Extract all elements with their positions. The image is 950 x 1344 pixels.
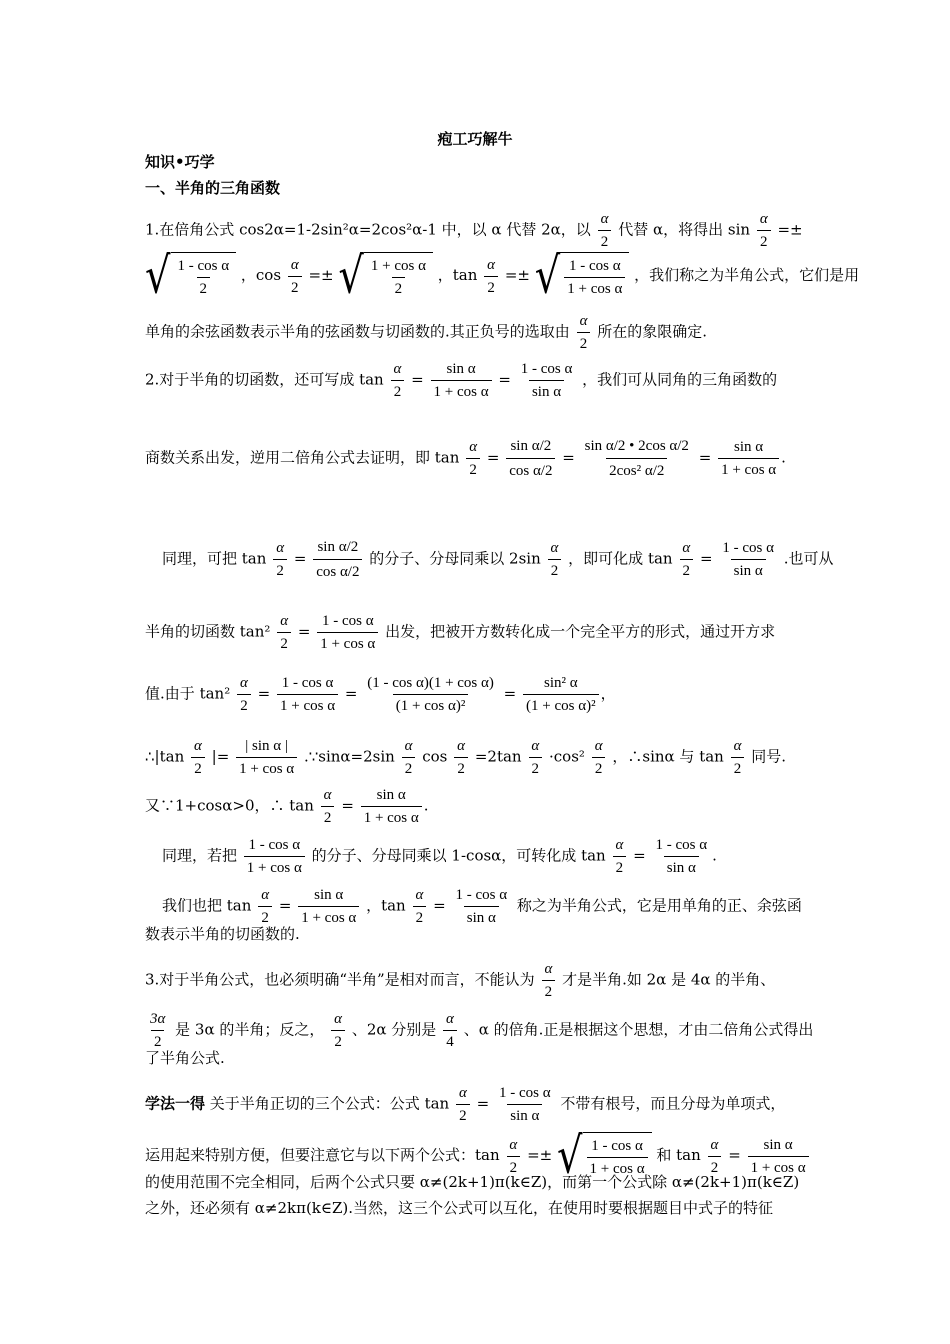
paragraph-4-line-1: 3.对于半角公式，也必须明确“半角”是相对而言，不能认为 $\frac{\alpha}{2}$ 才是半角.如 2α 是 4α 的半角、: [145, 958, 775, 1003]
study-tip-line-4: 之外，还必须有 α≠2kπ(k∈Z).当然，这三个公式可以互化，在使用时要根据题目中式子的特征: [145, 1199, 774, 1217]
paragraph-3-line-3: 值.由于 tan² $\frac{\alpha}{2}$ = $\frac{\text{1 - cos α}}{\text{1 + cos α}}$ = $\frac{\text{(1 - cos α)(1 + cos α)}}{\text{(1 + cos α)²}}$ = $\frac{\text{sin² α}}{\text{(1 + cos α)²}}$ ，: [145, 672, 616, 717]
paragraph-2-line-1: 2.对于半角的切函数，还可写成 tan $\frac{\alpha}{2}$ = $\frac{\text{sin α}}{\text{1 + cos α}}$ = $\frac{\text{1 - cos α}}{\text{sin α}}$ ，我们可从同角的三角函数的: [145, 358, 777, 403]
paragraph-1-line-1: 1.在倍角公式 cos2α=1-2sin²α=2cos²α-1 中，以 α 代替 2α，以 $\frac{\alpha}{2}$ 代替 α，将得出 sin $\frac{\alpha}{2}$ =±: [145, 208, 803, 253]
study-tip-line-2: 运用起来特别方便，但要注意它与以下两个公式：tan $\frac{\alpha}{2}$ =± √ $\frac{\text{1 - cos α}}{\text{1 + cos α}}$ 和 tan $\frac{\alpha}{2}$ = $\frac{\text{sin α}}{\text{1 + cos α}}$: [145, 1132, 811, 1180]
page-title: 疱工巧解牛: [437, 130, 513, 148]
study-tip-line-3: 的使用范围不完全相同，后两个公式只要 α≠(2k+1)π(k∈Z)，而第一个公式除 α≠(2k+1)π(k∈Z): [145, 1173, 800, 1191]
fraction-alpha-over-2: $\frac{\alpha}{2}$: [757, 208, 771, 253]
paragraph-3-line-7: 我们也把 tan $\frac{\alpha}{2}$ = $\frac{\text{sin α}}{\text{1 + cos α}}$ ，tan $\frac{\alpha}{2}$ = $\frac{\text{1 - cos α}}{\text{sin α}}$ 称之为半角公式，它是用单角的正、余弦函: [162, 884, 802, 929]
paragraph-4-line-2: $\frac{3\alpha}{2}$ 是 3α 的半角；反之， $\frac{\alpha}{2}$ 、2α 分别是 $\frac{\alpha}{4}$ 、α 的倍角.正是根据这个思想，才由二倍角公式得出: [145, 1008, 813, 1053]
paragraph-3-line-5: 又∵1+cosα>0，∴ tan $\frac{\alpha}{2}$ = $\frac{\text{sin α}}{\text{1 + cos α}}$ .: [145, 784, 429, 829]
paragraph-2-line-2: 商数关系出发，逆用二倍角公式去证明，即 tan $\frac{\alpha}{2}$ = $\frac{\text{sin α/2}}{\text{cos α/2}}$ = $\frac{\text{sin α/2 • 2cos α/2}}{\text{2cos² α/2}}$ = $\frac{\text{sin α}}{\text{1 + cos α}}$ .: [145, 434, 786, 483]
paragraph-3-line-8: 数表示半角的切函数的.: [145, 925, 300, 943]
fraction-alpha-over-2: $\frac{\alpha}{2}$: [598, 208, 612, 253]
paragraph-3-line-2: 半角的切函数 tan² $\frac{\alpha}{2}$ = $\frac{\text{1 - cos α}}{\text{1 + cos α}}$ 出发，把被开方数转化成一个完全平方的形式，通过开方求: [145, 610, 775, 655]
paragraph-4-line-3: 了半角公式.: [145, 1049, 225, 1067]
study-tip-line-1: 学法一得 关于半角正切的三个公式：公式 tan $\frac{\alpha}{2}$ = $\frac{\text{1 - cos α}}{\text{sin α}}$ 不带有根号，而且分母为单项式，: [145, 1082, 785, 1127]
heading-half-angle: 一、半角的三角函数: [145, 179, 281, 197]
paragraph-3-line-4: ∴|tan $\frac{\alpha}{2}$ |= $\frac{\text{| sin α |}}{\text{1 + cos α}}$ .∵sinα=2sin $\frac{\alpha}{2}$ cos $\frac{\alpha}{2}$ =2tan $\frac{\alpha}{2}$ ·cos² $\frac{\alpha}{2}$ ，∴sinα 与 tan $\frac{\alpha}{2}$ 同号.: [145, 735, 786, 780]
paragraph-1-line-3: 单角的余弦函数表示半角的弦函数与切函数的.其正负号的选取由 $\frac{\alpha}{2}$ 所在的象限确定.: [145, 310, 707, 355]
paragraph-3-line-6: 同理，若把 $\frac{\text{1 - cos α}}{\text{1 + cos α}}$ 的分子、分母同乘以 1-cosα，可转化成 tan $\frac{\alpha}{2}$ = $\frac{\text{1 - cos α}}{\text{sin α}}$ .: [162, 834, 717, 879]
paragraph-1-line-2: √ $\frac{\text{1 - cos α}}{2}$ ，cos $\frac{\alpha}{2}$ =± √ $\frac{\text{1 + cos α}}{2}$ ，tan $\frac{\alpha}{2}$ =± √ $\frac{\text{1 - cos α}}{\text{1 + cos α}}$ ，我们称之为半角公式，它们是用: [145, 247, 860, 305]
section-label: 知识•巧学: [145, 153, 215, 171]
paragraph-3-line-1: 同理，可把 tan $\frac{\alpha}{2}$ = $\frac{\text{sin α/2}}{\text{cos α/2}}$ 的分子、分母同乘以 2sin $\frac{\alpha}{2}$ ，即可化成 tan $\frac{\alpha}{2}$ = $\frac{\text{1 - cos α}}{\text{sin α}}$ .也可从: [162, 535, 834, 584]
sqrt-formula: √ $\frac{\text{1 - cos α}}{2}$: [145, 252, 236, 300]
